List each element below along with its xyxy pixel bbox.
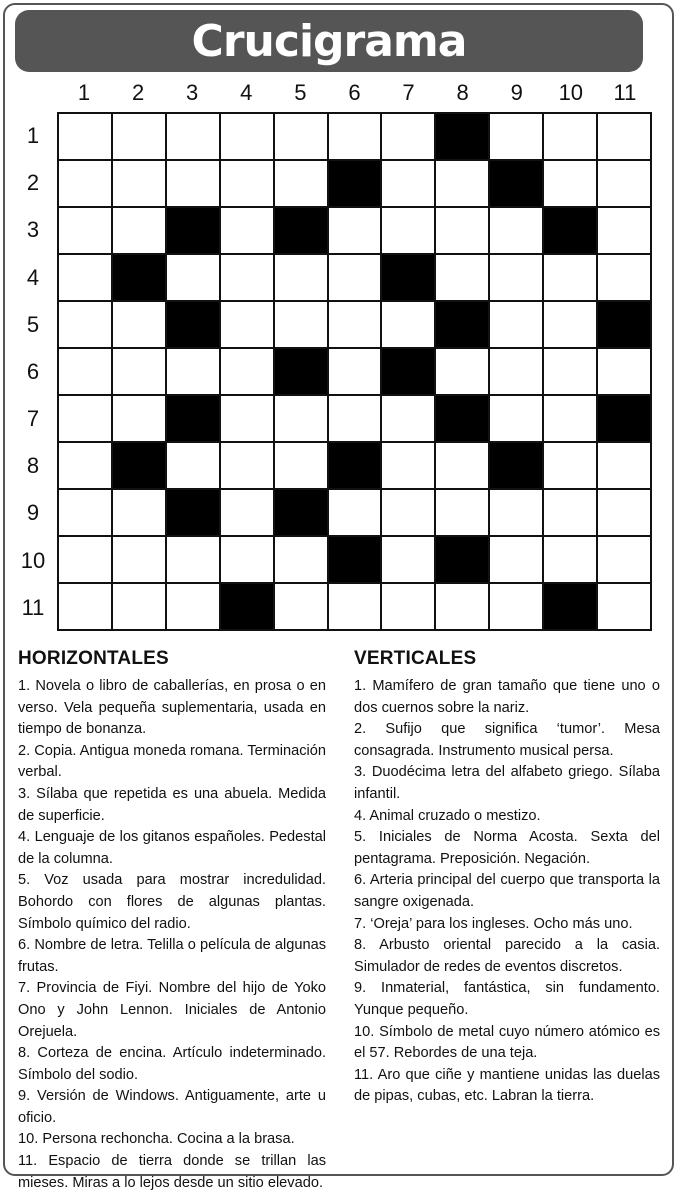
black-cell [436, 537, 488, 582]
black-cell [275, 208, 327, 253]
row-number: 5 [26, 311, 40, 337]
vertical-clues-heading: VERTICALES [354, 648, 477, 669]
answer-cell[interactable] [382, 208, 434, 253]
answer-cell[interactable] [598, 114, 650, 159]
black-cell [113, 255, 165, 300]
column-number: 11 [613, 80, 637, 105]
clue-item: 11. Espacio de tierra donde se trillan las mieses. Miras a lo lejos desde un sitio elevado. [18, 1153, 326, 1191]
black-cell [221, 584, 273, 629]
answer-cell[interactable] [544, 255, 596, 300]
black-cell [436, 114, 488, 159]
answer-cell[interactable] [113, 396, 165, 441]
clue-item: 6. Arteria principal del cuerpo que transporta la sangre oxigenada. [354, 872, 660, 910]
black-cell [329, 443, 381, 488]
column-number: 7 [402, 80, 415, 105]
clue-item: 1. Novela o libro de caballerías, en prosa o en verso. Vela pequeña suplementaria, usada en tiempo de bonanza. [18, 678, 326, 738]
black-cell [329, 537, 381, 582]
answer-cell[interactable] [221, 396, 273, 441]
answer-cell[interactable] [329, 490, 381, 535]
horizontal-clues-heading: HORIZONTALES [18, 648, 169, 669]
clue-item: 9. Versión de Windows. Antiguamente, arte u oficio. [18, 1088, 326, 1126]
answer-cell[interactable] [59, 490, 111, 535]
answer-cell[interactable] [113, 349, 165, 394]
answer-cell[interactable] [113, 114, 165, 159]
black-cell [544, 208, 596, 253]
vertical-clues [354, 648, 660, 1108]
answer-cell[interactable] [544, 302, 596, 347]
answer-cell[interactable] [59, 396, 111, 441]
black-cell [490, 443, 542, 488]
answer-cell[interactable] [329, 255, 381, 300]
row-number: 11 [21, 594, 45, 620]
clue-item: 10. Persona rechoncha. Cocina a la brasa. [18, 1131, 295, 1148]
answer-cell[interactable] [490, 349, 542, 394]
page-title: Crucigrama [191, 15, 467, 67]
answer-cell[interactable] [382, 537, 434, 582]
black-cell [275, 490, 327, 535]
title-banner [15, 10, 643, 72]
black-cell [490, 161, 542, 206]
black-cell [329, 161, 381, 206]
answer-cell[interactable] [59, 584, 111, 629]
answer-cell[interactable] [436, 161, 488, 206]
answer-cell[interactable] [382, 161, 434, 206]
crossword-grid [57, 112, 652, 631]
answer-cell[interactable] [436, 208, 488, 253]
answer-cell[interactable] [598, 208, 650, 253]
clue-item: 1. Mamífero de gran tamaño que tiene uno o dos cuernos sobre la nariz. [354, 678, 660, 716]
answer-cell[interactable] [598, 161, 650, 206]
column-number: 10 [558, 80, 584, 105]
answer-cell[interactable] [490, 396, 542, 441]
answer-cell[interactable] [113, 161, 165, 206]
clue-item: 8. Arbusto oriental parecido a la casia. Simulador de redes de eventos discretos. [354, 937, 660, 975]
answer-cell[interactable] [167, 443, 219, 488]
black-cell [382, 349, 434, 394]
answer-cell[interactable] [329, 349, 381, 394]
answer-cell[interactable] [329, 302, 381, 347]
answer-cell[interactable] [382, 396, 434, 441]
column-number: 2 [131, 80, 145, 105]
answer-cell[interactable] [490, 114, 542, 159]
clue-item: 5. Iniciales de Norma Acosta. Sexta del pentagrama. Preposición. Negación. [354, 829, 660, 867]
clue-item: 8. Corteza de encina. Artículo indeterminado. Símbolo del sodio. [18, 1045, 326, 1083]
column-number: 8 [456, 80, 469, 105]
answer-cell[interactable] [275, 443, 327, 488]
answer-cell[interactable] [275, 537, 327, 582]
clue-item: 4. Lenguaje de los gitanos españoles. Pedestal de la columna. [18, 829, 326, 867]
answer-cell[interactable] [167, 161, 219, 206]
clue-item: 10. Símbolo de metal cuyo número atómico es el 57. Rebordes de una teja. [354, 1023, 660, 1062]
answer-cell[interactable] [598, 349, 650, 394]
answer-cell[interactable] [544, 349, 596, 394]
answer-cell[interactable] [544, 396, 596, 441]
answer-cell[interactable] [221, 302, 273, 347]
answer-cell[interactable] [221, 255, 273, 300]
answer-cell[interactable] [598, 255, 650, 300]
answer-cell[interactable] [382, 302, 434, 347]
answer-cell[interactable] [275, 114, 327, 159]
answer-cell[interactable] [221, 443, 273, 488]
row-number: 8 [26, 453, 40, 479]
answer-cell[interactable] [382, 443, 434, 488]
clue-item: 4. Animal cruzado o mestizo. [354, 807, 541, 824]
answer-cell[interactable] [329, 208, 381, 253]
answer-cell[interactable] [59, 443, 111, 488]
answer-cell[interactable] [59, 537, 111, 582]
answer-cell[interactable] [382, 490, 434, 535]
answer-cell[interactable] [113, 208, 165, 253]
answer-cell[interactable] [275, 161, 327, 206]
column-number: 4 [240, 80, 253, 105]
answer-cell[interactable] [436, 443, 488, 488]
row-number: 1 [26, 123, 40, 148]
clue-item: 5. Voz usada para mostrar incredulidad. Bohordo con flores de algunas plantas. Símbolo químico del radio. [18, 872, 326, 932]
answer-cell[interactable] [490, 302, 542, 347]
answer-cell[interactable] [544, 490, 596, 535]
row-number: 2 [26, 170, 40, 196]
black-cell [544, 584, 596, 629]
answer-cell[interactable] [598, 584, 650, 629]
answer-cell[interactable] [329, 114, 381, 159]
black-cell [167, 490, 219, 535]
clue-item: 3. Sílaba que repetida es una abuela. Medida de superficie. [18, 785, 326, 824]
row-number: 10 [20, 547, 46, 573]
clue-item: 11. Aro que ciñe y mantiene unidas las duelas de pipas, cubas, etc. Labran la tierra. [354, 1066, 660, 1105]
row-number: 9 [26, 500, 40, 526]
answer-cell[interactable] [544, 537, 596, 582]
column-number: 1 [77, 80, 91, 105]
black-cell [167, 396, 219, 441]
answer-cell[interactable] [598, 537, 650, 582]
answer-cell[interactable] [382, 114, 434, 159]
answer-cell[interactable] [436, 255, 488, 300]
answer-cell[interactable] [598, 443, 650, 488]
clue-item: 2. Sufijo que significa ‘tumor’. Mesa consagrada. Instrumento musical persa. [354, 721, 660, 759]
answer-cell[interactable] [275, 255, 327, 300]
answer-cell[interactable] [167, 255, 219, 300]
answer-cell[interactable] [544, 443, 596, 488]
answer-cell[interactable] [490, 537, 542, 582]
answer-cell[interactable] [113, 302, 165, 347]
black-cell [598, 396, 650, 441]
column-number: 9 [510, 80, 523, 105]
answer-cell[interactable] [59, 161, 111, 206]
clue-item: 9. Inmaterial, fantástica, sin fundamento. Yunque pequeño. [354, 980, 660, 1018]
answer-cell[interactable] [59, 302, 111, 347]
answer-cell[interactable] [167, 114, 219, 159]
clue-item: 7. Provincia de Fiyi. Nombre del hijo de Yoko Ono y John Lennon. Iniciales de Antonio Orejuela. [18, 980, 326, 1040]
answer-cell[interactable] [221, 161, 273, 206]
answer-cell[interactable] [167, 349, 219, 394]
column-number: 5 [294, 80, 307, 105]
answer-cell[interactable] [329, 396, 381, 441]
answer-cell[interactable] [598, 490, 650, 535]
answer-cell[interactable] [221, 114, 273, 159]
answer-cell[interactable] [59, 255, 111, 300]
answer-cell[interactable] [436, 584, 488, 629]
answer-cell[interactable] [59, 349, 111, 394]
answer-cell[interactable] [329, 584, 381, 629]
answer-cell[interactable] [490, 255, 542, 300]
answer-cell[interactable] [167, 584, 219, 629]
clue-item: 6. Nombre de letra. Telilla o película de algunas frutas. [18, 937, 326, 975]
answer-cell[interactable] [544, 114, 596, 159]
black-cell [113, 443, 165, 488]
answer-cell[interactable] [113, 490, 165, 535]
black-cell [436, 396, 488, 441]
answer-cell[interactable] [221, 490, 273, 535]
answer-cell[interactable] [382, 584, 434, 629]
clue-item: 3. Duodécima letra del alfabeto griego. Sílaba infantil. [354, 764, 660, 802]
black-cell [167, 302, 219, 347]
answer-cell[interactable] [59, 114, 111, 159]
answer-cell[interactable] [436, 490, 488, 535]
horizontal-clues [18, 648, 326, 1194]
black-cell [436, 302, 488, 347]
answer-cell[interactable] [59, 208, 111, 253]
black-cell [275, 349, 327, 394]
answer-cell[interactable] [490, 208, 542, 253]
answer-cell[interactable] [275, 302, 327, 347]
row-number: 3 [26, 217, 40, 243]
answer-cell[interactable] [275, 584, 327, 629]
row-number: 6 [26, 358, 40, 384]
answer-cell[interactable] [490, 490, 542, 535]
clue-item: 2. Copia. Antigua moneda romana. Terminación verbal. [18, 742, 327, 781]
answer-cell[interactable] [544, 161, 596, 206]
row-number: 4 [26, 264, 40, 290]
column-number: 6 [348, 80, 361, 105]
clue-item: 7. ‘Oreja’ para los ingleses. Ocho más uno. [354, 915, 633, 932]
answer-cell[interactable] [221, 537, 273, 582]
answer-cell[interactable] [490, 584, 542, 629]
answer-cell[interactable] [221, 208, 273, 253]
answer-cell[interactable] [113, 537, 165, 582]
answer-cell[interactable] [113, 584, 165, 629]
black-cell [598, 302, 650, 347]
answer-cell[interactable] [221, 349, 273, 394]
answer-cell[interactable] [436, 349, 488, 394]
black-cell [382, 255, 434, 300]
answer-cell[interactable] [275, 396, 327, 441]
black-cell [167, 208, 219, 253]
column-number: 3 [186, 80, 199, 105]
row-number: 7 [26, 406, 40, 432]
answer-cell[interactable] [167, 537, 219, 582]
